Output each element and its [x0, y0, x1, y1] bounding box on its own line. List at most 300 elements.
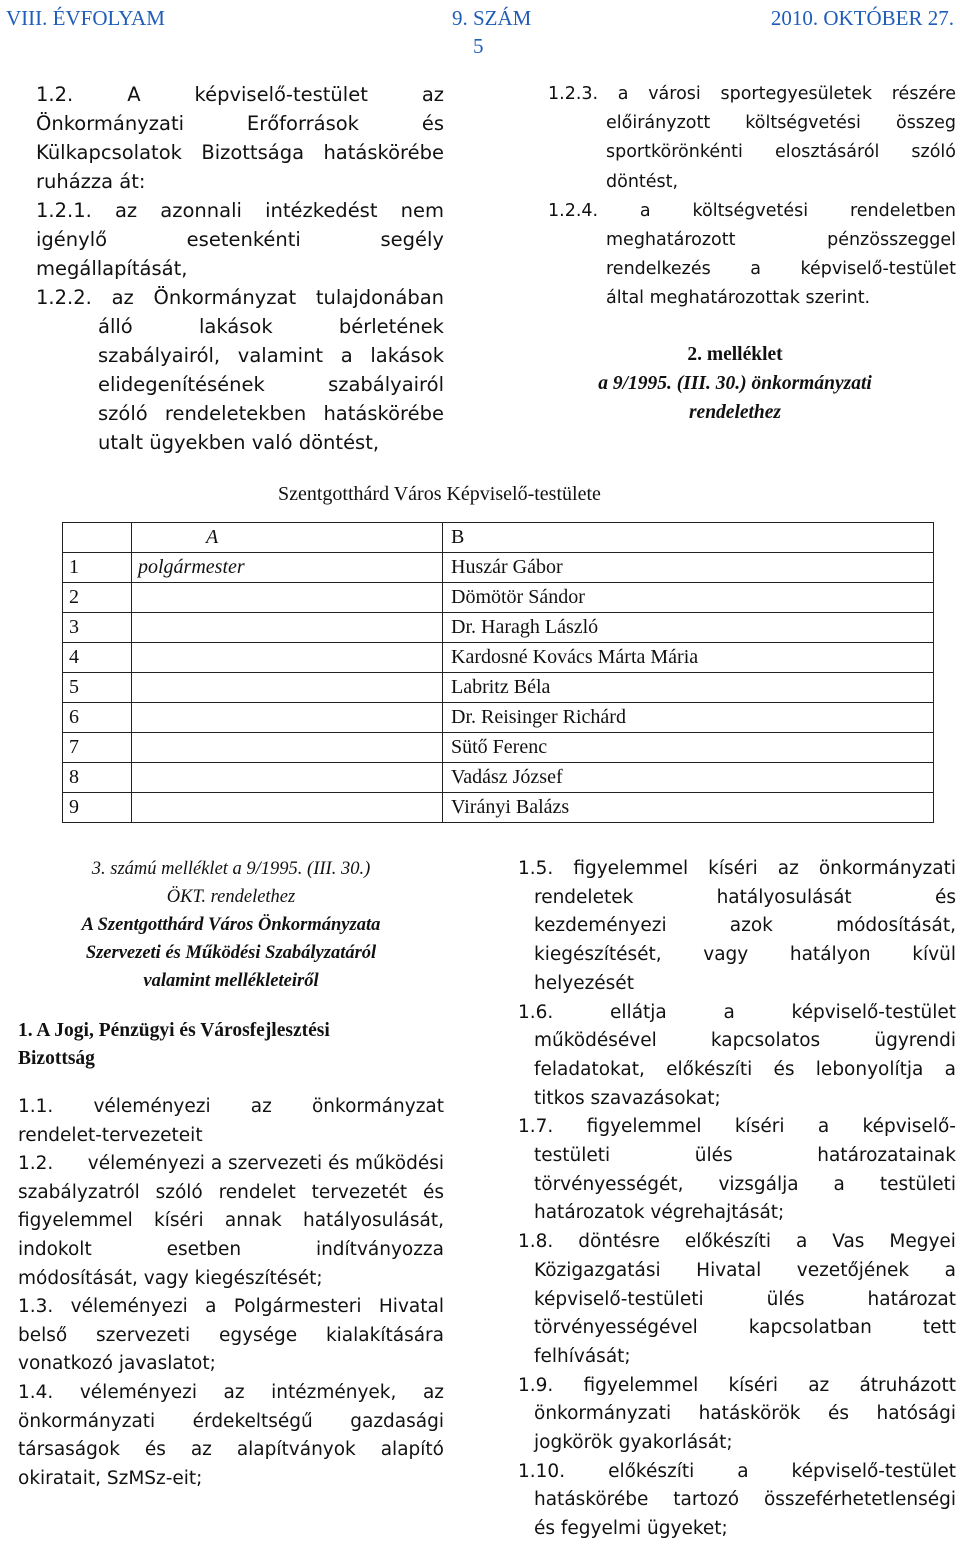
top-right-column	[548, 80, 956, 314]
text-line	[518, 1458, 956, 1487]
text-line	[518, 1429, 956, 1458]
text-line	[18, 1179, 444, 1208]
word: megállapítását,	[36, 257, 188, 280]
word: az	[114, 199, 138, 222]
row-number: 6	[63, 703, 132, 733]
word: kívül	[912, 944, 956, 966]
word: 1.8.	[518, 1231, 554, 1253]
word: intézkedést	[265, 199, 378, 222]
word: költségvetési	[745, 113, 861, 134]
row-member-name: Huszár Gábor	[443, 553, 934, 583]
word: nem	[400, 199, 444, 222]
annex-3-line5: valamint mellékleteiről	[143, 971, 319, 991]
word: hatáskörébe	[323, 141, 444, 164]
word: a	[944, 1259, 956, 1281]
table-title: Szentgotthárd Város Képviselő-testülete	[278, 483, 601, 505]
word: 1.2.4.	[548, 200, 599, 221]
page-header	[0, 6, 960, 62]
word: azok	[729, 915, 773, 937]
word: 1.7.	[518, 1116, 554, 1138]
word: meghatározott	[606, 230, 736, 251]
word: Polgármesteri	[233, 1296, 362, 1318]
word: esetben	[166, 1238, 242, 1260]
text-line	[18, 1122, 444, 1151]
page-number: 5	[473, 34, 484, 58]
text-line	[36, 399, 444, 428]
word: tartozó	[673, 1489, 740, 1511]
row-member-name: Dr. Reisinger Richárd	[443, 703, 934, 733]
word: utalt ügyekben való döntést,	[98, 431, 380, 454]
text-line	[518, 1085, 956, 1114]
word: Hivatal	[696, 1259, 762, 1281]
text-line	[36, 225, 444, 254]
text-line	[18, 1093, 444, 1122]
annex-3-line3: A Szentgotthárd Város Önkormányzata	[81, 915, 381, 935]
table-row	[63, 733, 934, 763]
word: előkészíti	[608, 1460, 695, 1482]
annex-2-line2: a 9/1995. (III. 30.) önkormányzati	[598, 373, 872, 394]
table-header-num	[63, 523, 132, 553]
annex-2-line3: rendelethez	[688, 402, 782, 423]
word: hatályosulását	[716, 886, 852, 908]
text-line	[548, 80, 956, 109]
bottom-right-column	[518, 855, 956, 1544]
word: elidegenítésének	[98, 373, 265, 396]
word: ellátja	[610, 1001, 667, 1023]
text-line	[518, 1343, 956, 1372]
word: működésével	[534, 1030, 657, 1052]
annex-2-heading	[500, 340, 960, 427]
word: és	[827, 1403, 850, 1425]
word: segély	[380, 228, 444, 251]
word: a	[795, 1231, 808, 1253]
word: rendeletek	[534, 886, 634, 908]
table-row	[63, 613, 934, 643]
text-line	[518, 1142, 956, 1171]
word: hatályosulását,	[302, 1210, 444, 1232]
text-line	[548, 284, 956, 313]
word: Közigazgatási	[534, 1259, 661, 1281]
word: határozat	[867, 1288, 956, 1310]
text-line	[548, 168, 956, 197]
word: törvényességével	[534, 1317, 698, 1339]
word: és	[421, 112, 444, 135]
word: Önkormányzati	[36, 112, 185, 135]
word: ügyrendi	[874, 1030, 956, 1052]
word: hatósági	[876, 1403, 956, 1425]
word: önkormányzat	[311, 1096, 444, 1117]
word: jogkörök gyakorlását;	[534, 1432, 733, 1454]
row-role	[132, 793, 443, 823]
word: hatáskörébe	[534, 1489, 649, 1511]
row-member-name: Kardosné Kovács Márta Mária	[443, 643, 934, 673]
word: 1.3.	[18, 1296, 54, 1318]
word: szabályairól	[328, 373, 444, 396]
word: 1.2.3.	[548, 84, 599, 104]
text-line	[518, 1515, 956, 1544]
text-line	[18, 1379, 444, 1408]
table-row	[63, 583, 934, 613]
word: titkos szavazásokat;	[534, 1087, 721, 1109]
word: alapítványok	[236, 1439, 356, 1461]
text-line	[36, 370, 444, 399]
table-row	[63, 673, 934, 703]
word: szóló	[98, 402, 148, 425]
text-line	[518, 1286, 956, 1315]
text-line	[36, 312, 444, 341]
word: a	[723, 1001, 735, 1023]
word: kapcsolatos	[710, 1030, 821, 1052]
row-number: 1	[63, 553, 132, 583]
word: Vas	[832, 1231, 865, 1253]
word: igénylő	[36, 228, 108, 251]
word: kíséri	[728, 1374, 779, 1396]
word: testületi	[879, 1173, 956, 1195]
top-left-column	[36, 80, 444, 457]
word: összeg	[895, 113, 956, 134]
row-number: 2	[63, 583, 132, 613]
word: előirányzott	[606, 113, 711, 134]
members-table	[62, 522, 934, 823]
row-member-name: Dömötör Sándor	[443, 583, 934, 613]
word: valamint	[237, 344, 324, 367]
word: önkormányzati	[818, 858, 956, 879]
word: 1.4.	[18, 1381, 54, 1403]
text-line	[518, 941, 956, 970]
word: az	[421, 83, 444, 106]
word: felhívását;	[534, 1345, 631, 1367]
word: döntést,	[606, 171, 679, 192]
text-line	[518, 1199, 956, 1228]
word: feladatokat,	[534, 1058, 645, 1080]
word: figyelemmel	[18, 1210, 133, 1232]
word: határozatainak	[817, 1145, 956, 1167]
table-row	[63, 793, 934, 823]
text-line	[518, 855, 956, 884]
row-member-name: Dr. Haragh László	[443, 613, 934, 643]
word: véleményezi	[70, 1296, 188, 1318]
word: kialakítására	[325, 1324, 444, 1346]
word: és	[144, 1439, 166, 1461]
word: a	[205, 1296, 217, 1318]
text-line	[518, 1171, 956, 1200]
row-member-name: Labritz Béla	[443, 673, 934, 703]
word: 1.2.1.	[36, 199, 92, 222]
word: képviselő-testület	[194, 83, 368, 106]
table-row	[63, 643, 934, 673]
text-line	[518, 970, 956, 999]
table-row	[63, 703, 934, 733]
word: Megyei	[889, 1231, 956, 1253]
word: kíséri	[734, 1116, 785, 1138]
text-line	[548, 197, 956, 226]
text-line	[518, 1027, 956, 1056]
word: indokolt	[18, 1238, 92, 1260]
row-number: 4	[63, 643, 132, 673]
text-line	[548, 255, 956, 284]
word: átruházott	[859, 1374, 956, 1396]
word: sportkörönkénti	[606, 142, 743, 163]
word: gazdasági	[350, 1410, 444, 1432]
text-line	[518, 1228, 956, 1257]
text-line	[18, 1236, 444, 1265]
word: ruházza át:	[36, 170, 146, 193]
text-line	[36, 341, 444, 370]
word: egysége	[218, 1324, 298, 1346]
text-line	[518, 1056, 956, 1085]
word: kíséri	[154, 1210, 204, 1232]
word: lakások	[198, 315, 273, 338]
word: kiegészítését,	[534, 944, 662, 966]
annex-3-line1: 3. számú melléklet a 9/1995. (III. 30.)	[91, 859, 371, 879]
row-role: polgármester	[132, 553, 443, 583]
text-line	[518, 1113, 956, 1142]
table-header-b: B	[443, 523, 934, 553]
word: társaságok	[18, 1439, 120, 1461]
word: tett	[922, 1317, 956, 1339]
word: figyelemmel	[583, 1374, 699, 1396]
text-line	[18, 1350, 444, 1379]
word: 1.2.	[36, 83, 74, 106]
table-row	[63, 553, 934, 583]
row-member-name: Sütő Ferenc	[443, 733, 934, 763]
word: tervezetét	[311, 1181, 408, 1203]
row-role	[132, 673, 443, 703]
row-role	[132, 733, 443, 763]
word: belső	[18, 1324, 68, 1346]
row-role	[132, 613, 443, 643]
word: szervezeti	[96, 1324, 191, 1346]
word: 1.1.	[18, 1096, 54, 1117]
word: rendeletekben	[164, 402, 307, 425]
text-line	[18, 1207, 444, 1236]
word: a	[340, 344, 353, 367]
word: képviselő-testületi	[534, 1288, 704, 1310]
word: a	[639, 200, 651, 221]
text-line	[518, 999, 956, 1028]
text-line	[18, 1293, 444, 1322]
word: tulajdonában	[315, 286, 444, 309]
bottom-left-column	[18, 855, 444, 1493]
text-line	[518, 1486, 956, 1515]
word: véleményezi	[93, 1096, 211, 1117]
word: rendeletben	[849, 200, 956, 221]
table-header-row	[63, 523, 934, 553]
word: szóló	[911, 142, 956, 163]
annex-2-title: 2. melléklet	[687, 344, 783, 365]
word: vizsgálja	[718, 1173, 799, 1195]
text-line	[518, 1314, 956, 1343]
text-line	[36, 138, 444, 167]
word: módosítását, vagy kiegészítését;	[18, 1267, 323, 1289]
word: előkészíti	[684, 1231, 772, 1253]
row-number: 3	[63, 613, 132, 643]
word: döntésre	[578, 1231, 660, 1253]
row-role	[132, 583, 443, 613]
word: okiratait, SzMSz-eit;	[18, 1467, 203, 1489]
text-line	[18, 1436, 444, 1465]
word: sportegyesületek	[720, 84, 873, 104]
table-header-a: A	[132, 523, 443, 553]
word: esetenkénti	[186, 228, 301, 251]
word: 1.2.2.	[36, 286, 92, 309]
row-role	[132, 703, 443, 733]
word: módosítását,	[836, 915, 956, 937]
word: önkormányzati	[18, 1410, 156, 1432]
word: A	[127, 83, 141, 106]
word: az	[223, 1381, 245, 1403]
text-line	[18, 1265, 444, 1294]
text-line	[518, 1400, 956, 1429]
word: pénzösszeggel	[827, 230, 956, 251]
section-1-body	[18, 1093, 444, 1493]
header-volume: VIII. ÉVFOLYAM	[6, 6, 165, 30]
word: az	[422, 1381, 444, 1403]
word: 1.10.	[518, 1460, 566, 1482]
word: helyezését	[534, 972, 634, 994]
word: hatáskörök	[698, 1403, 801, 1425]
word: kapcsolatban	[748, 1317, 872, 1339]
row-number: 9	[63, 793, 132, 823]
section-1-line2: Bizottság	[18, 1048, 95, 1069]
word: Hivatal	[378, 1296, 444, 1318]
word: a	[944, 1058, 956, 1080]
word: 1.6.	[518, 1001, 554, 1023]
word: szabályairól,	[98, 344, 221, 367]
word: érdekeltségű	[192, 1410, 313, 1432]
word: önkormányzati	[534, 1403, 672, 1425]
word: és	[773, 1058, 795, 1080]
word: 1.2.	[18, 1153, 54, 1175]
word: véleményezi a szervezeti és működési	[87, 1153, 444, 1175]
word: rendelkezés	[606, 259, 711, 280]
section-1-line1: 1. A Jogi, Pénzügyi és Városfejlesztési	[18, 1020, 330, 1041]
word: ülés	[766, 1288, 805, 1310]
header-date: 2010. OKTÓBER 27.	[770, 6, 954, 30]
text-line	[548, 138, 956, 167]
word: vagy	[703, 944, 749, 966]
word: és	[934, 886, 956, 908]
word: szabályzatról	[18, 1181, 140, 1203]
word: képviselő-testület	[800, 259, 956, 280]
word: kezdeményezi	[534, 915, 667, 937]
word: 1.5.	[518, 858, 554, 879]
text-line	[18, 1408, 444, 1437]
table-row	[63, 763, 934, 793]
word: költségvetési	[692, 200, 809, 221]
word: figyelemmel	[573, 858, 689, 879]
word: az	[808, 1374, 830, 1396]
word: 1.9.	[518, 1374, 554, 1396]
text-line	[36, 283, 444, 312]
row-role	[132, 643, 443, 673]
text-line	[518, 1372, 956, 1401]
word: előkészíti	[666, 1058, 753, 1080]
word: figyelemmel	[586, 1116, 702, 1138]
text-line	[548, 226, 956, 255]
text-line	[18, 1465, 444, 1494]
row-member-name: Virányi Balázs	[443, 793, 934, 823]
text-line	[36, 109, 444, 138]
word: a	[833, 1173, 845, 1195]
word: elosztásáról	[774, 142, 880, 163]
word: az	[777, 858, 799, 879]
text-line	[36, 167, 444, 196]
word: képviselő-	[862, 1116, 956, 1138]
text-line	[518, 912, 956, 941]
word: véleményezi	[79, 1381, 198, 1403]
word: lebonyolítja	[815, 1058, 924, 1080]
annex-3-line2: ÖKT. rendelethez	[166, 887, 296, 907]
annex-3-line4: Szervezeti és Működési Szabályzatáról	[85, 943, 377, 963]
text-line	[36, 254, 444, 283]
word: hatáskörébe	[323, 402, 444, 425]
row-number: 7	[63, 733, 132, 763]
word: és	[422, 1181, 444, 1203]
word: hatályon	[789, 944, 871, 966]
word: testületi	[534, 1145, 611, 1167]
text-line	[548, 109, 956, 138]
text-line	[518, 884, 956, 913]
word: az	[250, 1096, 272, 1117]
word: Külkapcsolatok	[36, 141, 182, 164]
word: városi	[648, 84, 701, 104]
word: az	[190, 1439, 212, 1461]
text-line	[518, 1257, 956, 1286]
row-number: 8	[63, 763, 132, 793]
word: rendelet-tervezeteit	[18, 1124, 203, 1146]
word: Bizottsága	[201, 141, 305, 164]
word: a	[817, 1116, 830, 1138]
text-line	[18, 1150, 444, 1179]
word: részére	[891, 84, 956, 104]
word: lakások	[370, 344, 444, 367]
word: intézmények,	[271, 1381, 397, 1403]
word: Önkormányzat	[153, 286, 297, 309]
word: és fegyelmi ügyeket;	[534, 1518, 728, 1540]
word: szóló	[155, 1181, 203, 1203]
word: a	[750, 259, 761, 280]
word: indítványozza	[315, 1238, 444, 1260]
word: törvényességét,	[534, 1173, 684, 1195]
row-role	[132, 763, 443, 793]
word: bérletének	[338, 315, 444, 338]
word: a	[617, 84, 629, 104]
word: álló	[98, 315, 133, 338]
annex-3-heading	[18, 855, 444, 995]
section-1-heading	[18, 1017, 444, 1073]
word: a	[737, 1460, 749, 1482]
text-line	[36, 80, 444, 109]
text-line	[18, 1322, 444, 1351]
word: rendelet	[218, 1181, 296, 1203]
word: alapító	[380, 1439, 444, 1461]
word: azonnali	[160, 199, 242, 222]
word: Erőforrások	[246, 112, 359, 135]
word: vonatkozó javaslatot;	[18, 1353, 216, 1375]
word: vezetőjének	[796, 1259, 910, 1281]
word: képviselő-testület	[791, 1001, 956, 1023]
word: képviselő-testület	[791, 1460, 956, 1482]
word: ülés	[694, 1145, 733, 1167]
word: annak	[224, 1210, 282, 1232]
text-line	[36, 428, 444, 457]
row-member-name: Vadász József	[443, 763, 934, 793]
word: által meghatározottak szerint.	[606, 288, 871, 309]
row-number: 5	[63, 673, 132, 703]
text-line	[36, 196, 444, 225]
word: kíséri	[708, 858, 758, 879]
